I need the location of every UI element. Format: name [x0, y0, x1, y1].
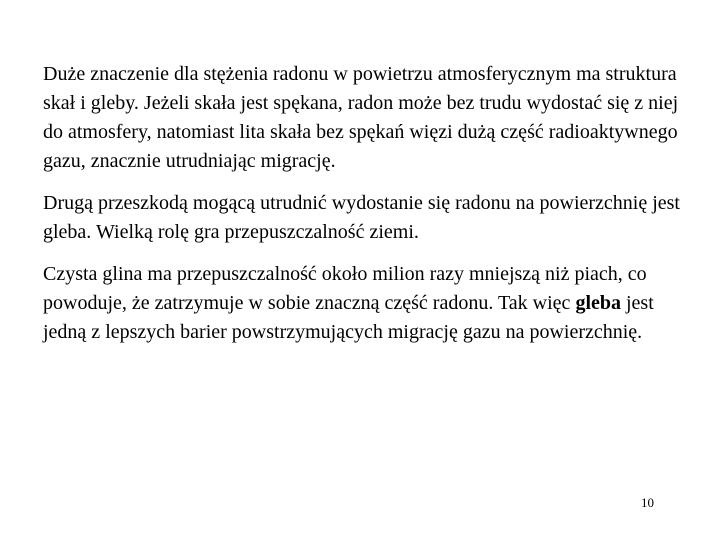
paragraph-3 [43, 260, 693, 347]
paragraph-3-start: Czysta glina ma przepuszczalność około milion razy mniejszą niż piach, co powoduje, że zatrzymuje w sobie znaczną część radonu. Tak więc [43, 263, 647, 314]
slide-body [43, 60, 693, 347]
paragraph-1: Duże znaczenie dla stężenia radonu w powietrzu atmosferycznym ma struktura skał i gleby. Jeżeli skała jest spękana, radon może bez trudu wydostać się z niej do atmosfery, natomiast lita skała bez spękań więzi dużą część radioaktywnego gazu, znacznie utrudniając migrację. [43, 63, 679, 172]
paragraph-3-bold-term: gleba [575, 292, 621, 314]
paragraph-3-end: jest jedną z lepszych barier powstrzymujących migrację gazu na powierzchnię. [43, 292, 654, 343]
paragraph-2: Drugą przeszkodą mogącą utrudnić wydostanie się radonu na powierzchnię jest gleba. Wielką rolę gra przepuszczalność ziemi. [43, 192, 680, 243]
page-number: 10 [641, 495, 654, 510]
